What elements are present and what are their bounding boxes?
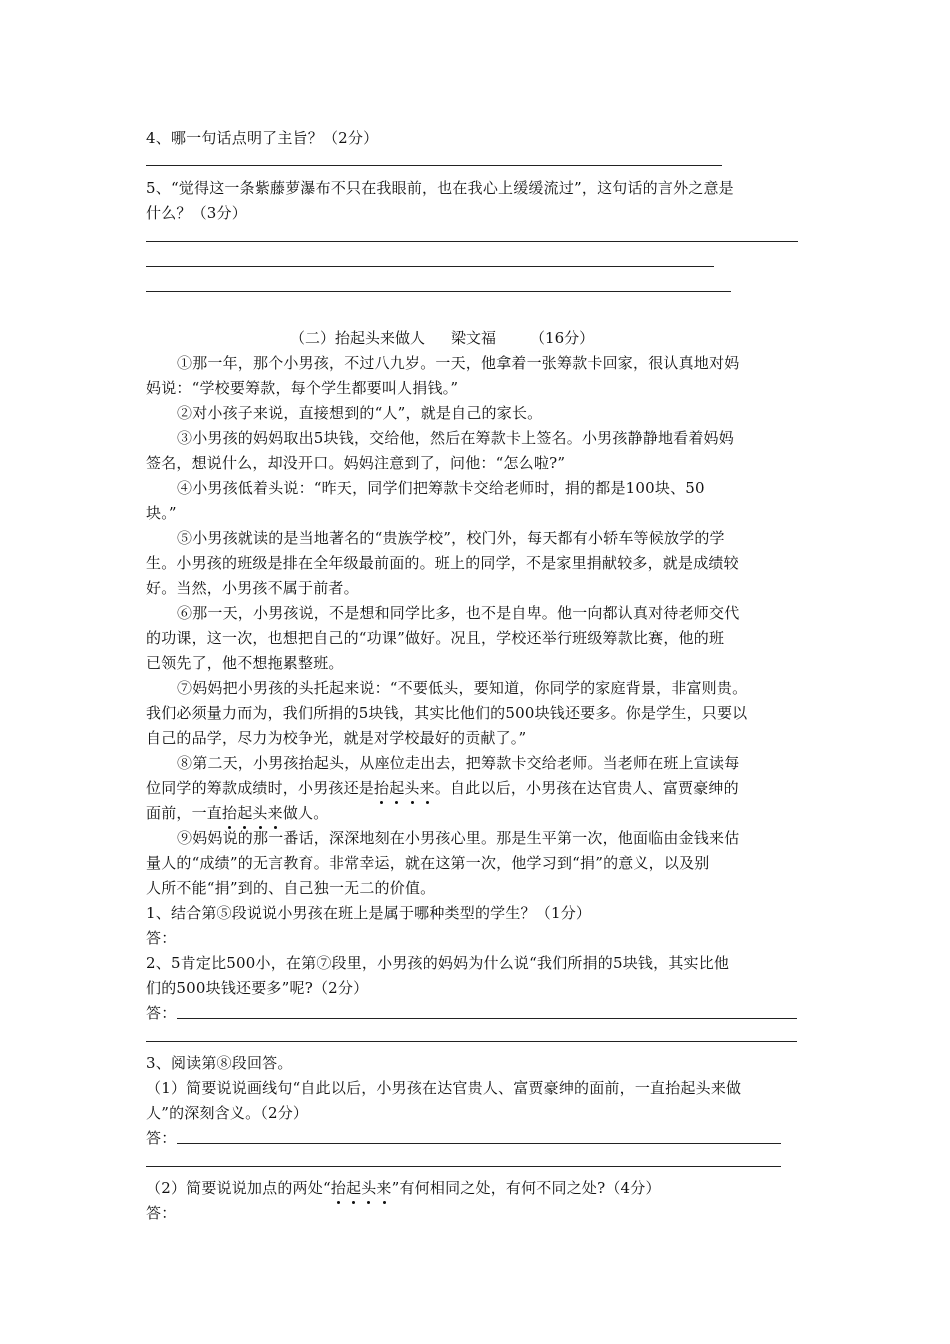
- emphasized-text: 抬起头来: [330, 1179, 392, 1197]
- text-span: ”有何相同之处，有何不同之处?（4分）: [391, 1179, 661, 1197]
- answer-line[interactable]: [177, 1143, 781, 1144]
- question-4: 4、哪一句话点明了主旨？（2分）: [146, 129, 379, 147]
- question-3: 3、阅读第⑧段回答。: [146, 1054, 293, 1072]
- answer-line[interactable]: [146, 1041, 797, 1042]
- question-5-line1: 5、“觉得这一条紫藤萝瀑布不只在我眼前，也在我心上缓缓流过”，这句话的言外之意是: [146, 179, 734, 197]
- question-3-2: [146, 1178, 661, 1198]
- emphasis-dots: [331, 1201, 392, 1204]
- emphasized-text: 抬起头来: [374, 779, 435, 797]
- answer-label: 答：: [146, 1129, 177, 1147]
- emphasized-text: 抬起头来: [222, 804, 283, 822]
- question-3-1: （1）简要说说画线句“自此以后，小男孩在达官贵人、富贾豪绅的面前，一直抬起头来做: [146, 1079, 742, 1097]
- answer-label: 答：: [146, 929, 177, 947]
- emphasized-phrase: [222, 803, 283, 823]
- emphasized-phrase: [331, 1178, 392, 1198]
- points: （16分）: [530, 329, 595, 347]
- paragraph-7-cont: 我们必须量力而为，我们所捐的5块钱，其实比他们的500块钱还要多。你是学生，只要以: [146, 704, 748, 722]
- paragraph-5-cont: 生。小男孩的班级是排在全年级最前面的。班上的同学，不是家里捐献较多，就是成绩较: [146, 554, 739, 572]
- question-2: 2、5肯定比500小，在第⑦段里，小男孩的妈妈为什么说“我们所捐的5块钱，其实比他: [146, 954, 730, 972]
- paragraph-6-cont: 已领先了，他不想拖累整班。: [146, 654, 344, 672]
- paragraph-6: ⑥那一天，小男孩说，不是想和同学比多，也不是自卑。他一向都认真对待老师交代: [177, 604, 740, 622]
- answer-line[interactable]: [146, 1166, 781, 1167]
- answer-label: 答：: [146, 1204, 177, 1222]
- answer-line: [146, 165, 722, 166]
- paragraph-9-cont: 人所不能“捐”到的、自己独一无二的价值。: [146, 879, 436, 897]
- paragraph-5: ⑤小男孩就读的是当地著名的“贵族学校”，校门外，每天都有小轿车等候放学的学: [177, 529, 725, 547]
- question-1: 1、结合第⑤段说说小男孩在班上是属于哪种类型的学生？（1分）: [146, 904, 592, 922]
- answer-line: [146, 266, 714, 267]
- paragraph-2: ②对小孩子来说，直接想到的“人”，就是自己的家长。: [177, 404, 543, 422]
- paragraph-6-cont: 的功课，这一次，也想把自己的“功课”做好。况且，学校还举行班级筹款比赛，他的班: [146, 629, 725, 647]
- paragraph-3-cont: 签名，想说什么，却没开口。妈妈注意到了，问他：“怎么啦?”: [146, 454, 566, 472]
- text-span: 面前，一直: [146, 804, 223, 822]
- answer-line: [146, 291, 731, 292]
- paragraph-1: ①那一年，那个小男孩，不过八九岁。一天，他拿着一张筹款卡回家，很认真地对妈: [177, 354, 740, 372]
- emphasized-phrase: [374, 778, 435, 798]
- text-span: 做人。: [282, 804, 329, 822]
- answer-line[interactable]: [177, 1018, 797, 1019]
- paragraph-5-cont: 好。当然，小男孩不属于前者。: [146, 579, 359, 597]
- passage-title: [290, 328, 594, 348]
- emphasis-dots: [374, 801, 435, 804]
- text-span: 位同学的筹款成绩时，小男孩还是: [146, 779, 375, 797]
- question-3-1-cont: 人”的深刻含义。（2分）: [146, 1104, 309, 1122]
- paragraph-9-cont: 量人的“成绩”的无言教育。非常幸运，就在这第一次，他学习到“捐”的意义，以及别: [146, 854, 710, 872]
- text-span: （2）简要说说加点的两处“: [146, 1179, 331, 1197]
- author: 梁文福: [451, 329, 497, 347]
- question-5-line2: 什么？（3分）: [146, 204, 247, 222]
- paragraph-8: ⑧第二天，小男孩抬起头，从座位走出去，把筹款卡交给老师。当老师在班上宣读每: [177, 754, 740, 772]
- answer-line: [146, 241, 798, 242]
- paragraph-4-cont: 块。”: [146, 504, 177, 522]
- paragraph-4: ④小男孩低着头说：“昨天，同学们把筹款卡交给老师时，捐的都是100块、50: [177, 479, 705, 497]
- paragraph-7-cont: 自己的品学，尽力为校争光，就是对学校最好的贡献了。”: [146, 729, 527, 747]
- question-2-cont: 们的500块钱还要多”呢?（2分）: [146, 979, 369, 997]
- paragraph-7: ⑦妈妈把小男孩的头托起来说：“不要低头，要知道，你同学的家庭背景，非富则贵。: [177, 679, 748, 697]
- text-span: 。自此以后，小男孩在达官贵人、富贾豪绅的: [434, 779, 739, 797]
- paragraph-8-cont: [146, 778, 739, 798]
- paragraph-1-cont: 妈说：“学校要筹款，每个学生都要叫人捐钱。”: [146, 379, 459, 397]
- title-text: （二）抬起头来做人: [290, 329, 426, 347]
- paragraph-3: ③小男孩的妈妈取出5块钱，交给他，然后在筹款卡上签名。小男孩静静地看着妈妈: [177, 429, 734, 447]
- paragraph-8-cont: [146, 803, 328, 823]
- paragraph-9: ⑨妈妈说的那一番话，深深地刻在小男孩心里。那是生平第一次，他面临由金钱来估: [177, 829, 740, 847]
- answer-label: 答：: [146, 1004, 177, 1022]
